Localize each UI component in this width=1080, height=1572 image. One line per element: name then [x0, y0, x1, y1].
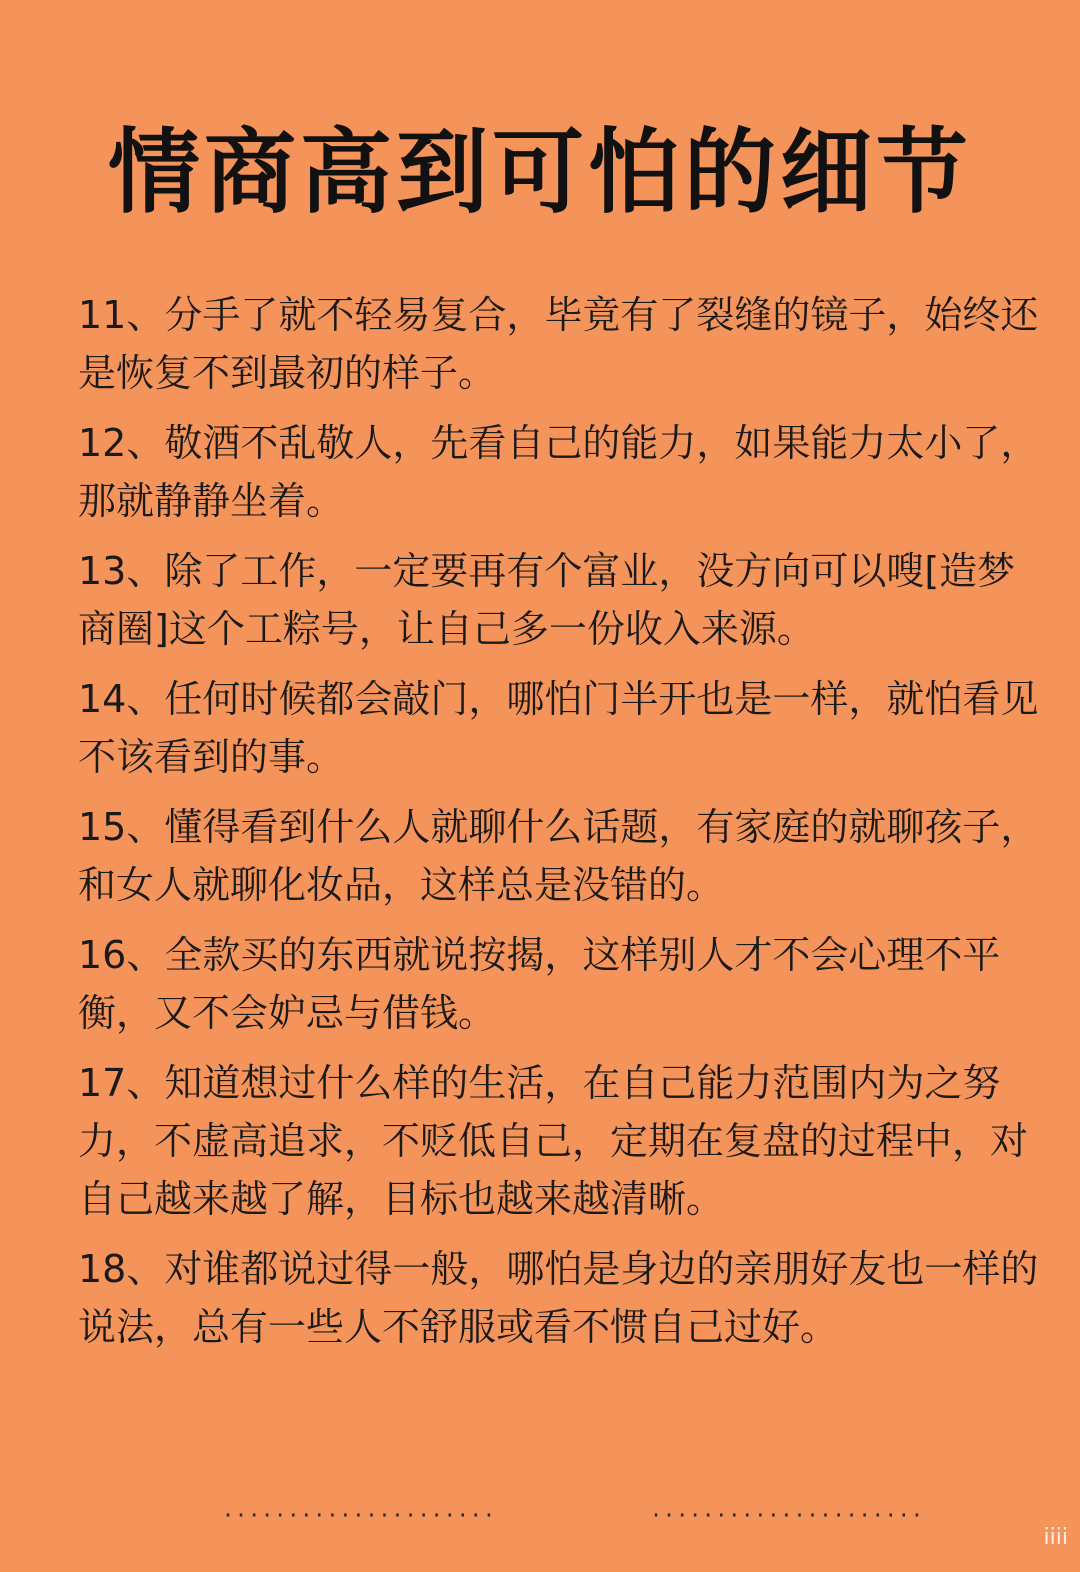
list-item-text: 12、敬酒不乱敬人，先看自己的能力，如果能力太小了，那就静静坐着。 [78, 421, 1039, 523]
list-item-text: 13、除了工作，一定要再有个富业，没方向可以嗖[造梦商圈]这个工粽号，让自己多一份收入来源。 [78, 549, 1016, 651]
list-item-text: 16、全款买的东西就说按揭，这样别人才不会心理不平衡，又不会妒忌与借钱。 [78, 933, 1001, 1035]
footer-right-dots: ····················· [650, 1503, 924, 1527]
corner-watermark: iiii [1043, 1525, 1068, 1550]
footer-left-dots: ····················· [222, 1503, 496, 1527]
list-item [78, 670, 1043, 786]
list-item [78, 414, 1043, 530]
list-item-text: 14、任何时候都会敲门，哪怕门半开也是一样，就怕看见不该看到的事。 [78, 677, 1039, 779]
list-item [78, 798, 1043, 914]
list-item-text: 18、对谁都说过得一般，哪怕是身边的亲朋好友也一样的说法，总有一些人不舒服或看不惯自己过好。 [78, 1247, 1039, 1349]
list-item-text: 15、懂得看到什么人就聊什么话题，有家庭的就聊孩子，和女人就聊化妆品，这样总是没错的。 [78, 805, 1039, 907]
page-title: 情商高到可怕的细节 [107, 119, 972, 226]
list-item [78, 542, 1043, 658]
tips-list [78, 286, 1043, 1368]
list-item [78, 286, 1043, 402]
list-item-text: 11、分手了就不轻易复合，毕竟有了裂缝的镜子，始终还是恢复不到最初的样子。 [78, 293, 1039, 395]
list-item [78, 926, 1043, 1042]
list-item [78, 1054, 1043, 1228]
list-item-text: 17、知道想过什么样的生活，在自己能力范围内为之努力，不虚高追求，不贬低自己，定期在复盘的过程中，对自己越来越了解，目标也越来越清晰。 [78, 1061, 1029, 1221]
list-item [78, 1240, 1043, 1356]
footer-dots [0, 1500, 1080, 1530]
